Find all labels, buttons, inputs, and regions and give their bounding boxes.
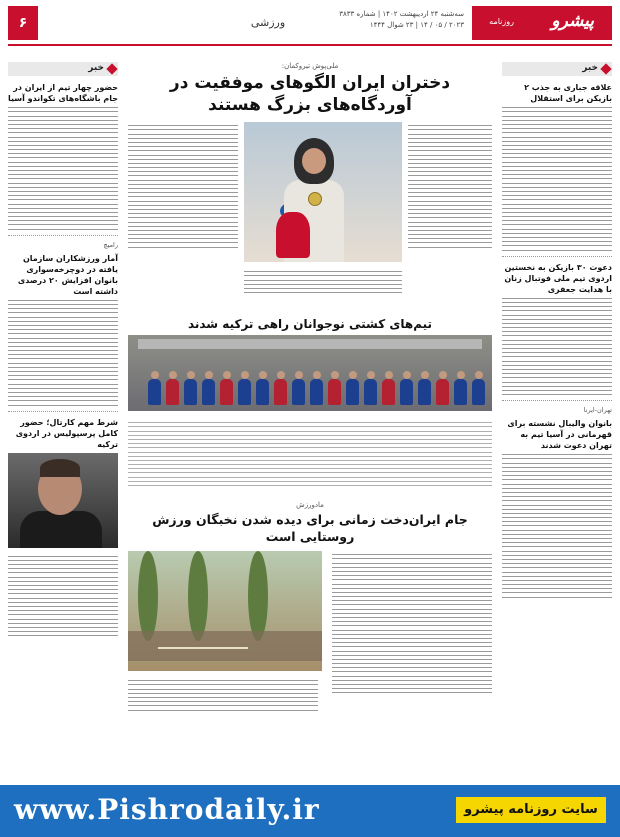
article-body	[128, 122, 238, 251]
diamond-icon	[600, 63, 611, 74]
newspaper-logo[interactable]	[472, 6, 612, 40]
news-headline[interactable]: شرط مهم کارتال؛ حضور کامل پرسپولیس در اردوی ترکیه	[15, 417, 118, 449]
news-headline[interactable]: بانوان والیبال نشسته برای قهرمانی در آسیا تیم به تهران دعوت شدند	[507, 419, 612, 451]
wrestling-headline[interactable]: تیم‌های کشتی نوجوانان راهی ترکیه شدند	[187, 317, 433, 331]
athlete-photo	[244, 122, 402, 262]
portrait-photo	[8, 453, 118, 553]
section-title: ورزشی	[250, 16, 286, 29]
issue-info	[274, 9, 464, 31]
avatar	[8, 453, 118, 548]
news-headline[interactable]: حضور چهار تیم از ایران در جام باشگاه‌های تکواندو آسیا	[7, 83, 118, 103]
diamond-icon	[106, 63, 117, 74]
logo-text: پیشرو	[551, 11, 594, 31]
article-body	[502, 107, 612, 250]
left-news-column	[8, 62, 118, 777]
divider	[502, 400, 612, 401]
divider	[502, 256, 612, 257]
medal-icon	[308, 192, 322, 206]
news-source: رامیچ	[103, 240, 118, 249]
news-source: تهران-ایرنا	[583, 406, 612, 415]
article-body	[128, 677, 318, 714]
lead-headline[interactable]: دختران ایران الگوهای موفقیت در آوردگاه‌های بزرگ هستند	[169, 73, 451, 115]
lead-kicker: ملی‌پوش تیروکمان:	[281, 62, 339, 70]
logo-prefix: روزنامه	[489, 17, 514, 26]
article-body	[502, 454, 612, 597]
divider	[8, 411, 118, 412]
website-url[interactable]: www.Pishrodaily.ir	[14, 793, 320, 826]
article-body	[244, 268, 402, 296]
divider	[8, 235, 118, 236]
article-body	[128, 419, 492, 495]
issue-date-line: سه‌شنبه ۲۴ اردیبهشت ۱۴۰۲ | شماره ۳۸۳۳	[339, 10, 464, 18]
mascot-figure	[276, 212, 310, 258]
wrestling-story	[128, 335, 492, 419]
masthead	[8, 6, 612, 46]
team-photo	[128, 335, 492, 411]
issue-date-line-alt: ۲۰۲۳ / ۰۵ / ۱۴ | ۲۳ شوال ۱۴۴۴	[369, 21, 464, 29]
news-headline[interactable]: دعوت ۳۰ بازیکن به نخستین اردوی تیم ملی فوتبال زنان با هدایت جعفری	[504, 262, 612, 294]
article-body	[8, 107, 118, 229]
lead-story	[128, 122, 492, 317]
article-body	[332, 551, 492, 697]
news-headline[interactable]: علاقه جباری به جذب ۲ بازیکن برای استقلال	[524, 83, 612, 103]
news-headline[interactable]: آمار ورزشکاران سازمان یافته در دوچرخه‌سواری بانوان افزایش ۲۰ درصدی داشته است	[17, 253, 118, 296]
section-label: خبر	[8, 62, 118, 76]
article-body	[502, 298, 612, 395]
article-body	[8, 556, 118, 637]
rural-event-photo	[128, 551, 322, 671]
center-content	[128, 62, 492, 777]
article-body	[408, 122, 492, 251]
section-label: خبر	[502, 62, 612, 76]
right-news-column	[502, 62, 612, 777]
website-banner[interactable]	[0, 785, 620, 837]
article-body	[8, 300, 118, 406]
rural-story	[128, 551, 492, 721]
rural-headline[interactable]: جام ایران‌دخت زمانی برای دیده شدن نخبگان ورزش روستایی است	[152, 512, 468, 544]
website-label: سایت روزنامه پیشرو	[456, 797, 606, 823]
rural-kicker: مادورزش	[296, 501, 324, 509]
page-number: ۶	[8, 6, 38, 40]
